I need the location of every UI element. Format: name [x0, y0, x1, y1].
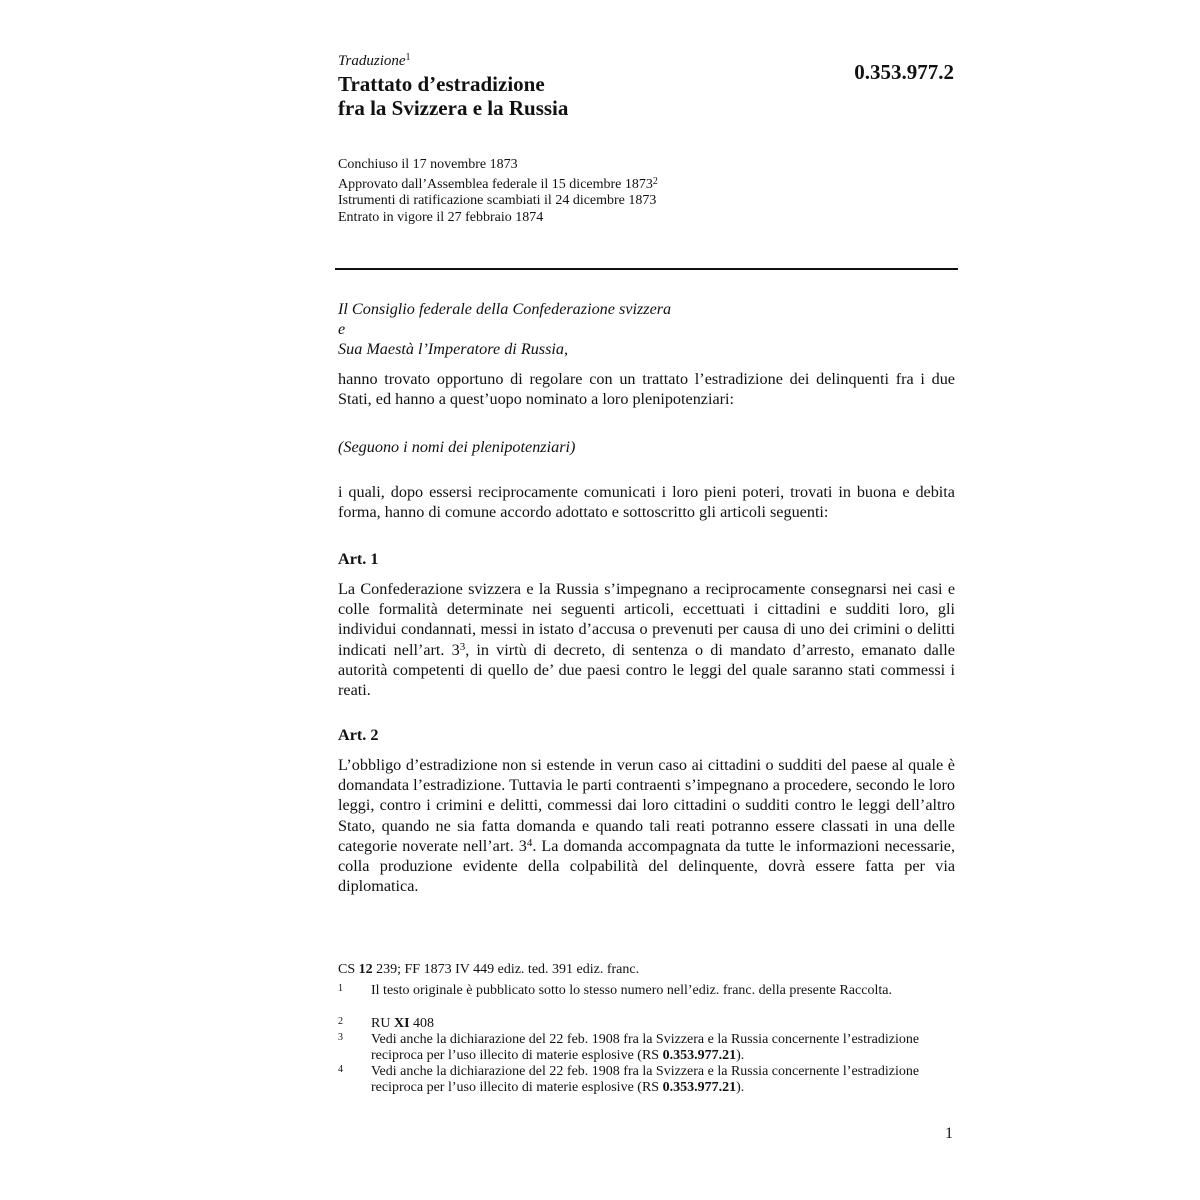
footnote-text: Vedi anche la dichiarazione del 22 feb. 1908 fra la Svizzera e la Russia concernente l’estradizione reciproca per l’uso illecito di materie esplosive (RS 0.353.977.21). [371, 1064, 920, 1095]
article-1-text: La Confederazione svizzera e la Russia s’impegnano a reciprocamente consegnarsi nei casi e colle formalità determinate nei seguenti articoli, eccettuati i cittadini e sudditi loro, gli individui condannati, messi in istato d’accusa o prevenuti per causa di uno dei crimini o delitti indicati nell’art. $3^3$, in virtù di decreto, di sentenza o di mandato d’arresto, emanato dalle autorità competenti di quello de’ due paesi contro le leggi del quale saranno stati commessi i reati. [338, 580, 955, 700]
title-line-1: Trattato d’estradizione [338, 72, 545, 96]
footnote-text: Vedi anche la dichiarazione del 22 feb. 1908 fra la Svizzera e la Russia concernente l’estradizione reciproca per l’uso illecito di materie esplosive (RS 0.353.977.21). [371, 1032, 920, 1063]
title-line-2: fra la Svizzera e la Russia [338, 96, 569, 120]
meta-concluded: Conchiuso il 17 novembre 1873 [338, 157, 518, 172]
footnote-number: 4 [338, 1064, 343, 1075]
meta-approved: Approvato dall’Assemblea federale il 15 dicembre 1873$^2$ [338, 175, 658, 192]
footnote-text: RU XI 408 [371, 1016, 435, 1031]
meta-ratification: Istrumenti di ratificazione scambiati il 24 dicembre 1873 [338, 193, 657, 208]
footnote-4 [338, 1064, 948, 1095]
article-2-text: L’obbligo d’estradizione non si estende in verun caso ai cittadini o sudditi del paese al quale è domandata l’estradizione. Tuttavia le parti contraenti s’impegnano a procedere, secondo le loro leggi, contro i crimini e delitti, commessi dai loro cittadini o sudditi contro le leggi dell’altro Stato, quando ne sia fatta domanda e quando tali reati potranno essere classati in una delle categorie noverate nell’art. $3^4$. La domanda accompagnata da tutte le informazioni necessarie, colla produzione evidente della colpabilità del delinquente, dovrà essere fatta per via diplomatica. [338, 756, 955, 896]
footnote-2 [338, 1016, 948, 1032]
footnote-text: Il testo originale è pubblicato sotto lo stesso numero nell’ediz. franc. della presente Raccolta. [371, 983, 892, 998]
source-reference: CS 12 239; FF 1873 IV 449 ediz. ted. 391 ediz. franc. [338, 962, 640, 977]
party-russia: Sua Maestà l’Imperatore di Russia, [338, 340, 569, 359]
article-1-heading: Art. 1 [338, 550, 379, 568]
footnote-ref-3: 3 [459, 640, 466, 653]
treaty-metadata [338, 157, 658, 226]
preamble-paragraph-2: i quali, dopo essersi reciprocamente comunicati i loro pieni poteri, trovati in buona e debita forma, hanno di comune accordo adottato e sottoscritto gli articoli seguenti: [338, 483, 955, 522]
preamble-parties [338, 299, 955, 360]
page-number: 1 [945, 1125, 953, 1142]
translation-label: Traduzione$^1$ [338, 52, 411, 69]
preamble-paragraph-1: hanno trovato opportuno di regolare con un trattato l’estradizione dei delinquenti fra i due Stati, ed hanno a quest’uopo nominato a loro plenipotenziari: [338, 370, 955, 409]
footnote-number: 2 [338, 1016, 343, 1027]
sr-number: 0.353.977.2 [854, 60, 954, 84]
footnote-ref-4: 4 [526, 836, 533, 849]
article-2-heading: Art. 2 [338, 726, 379, 744]
footnote-3 [338, 1032, 948, 1063]
plenipotentiaries-note: (Seguono i nomi dei plenipotenziari) [338, 438, 576, 456]
footnote-number: 3 [338, 1032, 343, 1043]
document-title [338, 72, 568, 120]
footnote-1 [338, 983, 948, 999]
footnote-ref-2: 2 [652, 175, 658, 187]
meta-in-force: Entrato in vigore il 27 febbraio 1874 [338, 209, 544, 225]
header-divider [335, 268, 958, 270]
footnote-number: 1 [338, 983, 343, 994]
party-switzerland: Il Consiglio federale della Confederazione svizzera [338, 300, 672, 318]
party-conjunction: e [338, 320, 346, 339]
footnote-ref-1: 1 [405, 52, 411, 63]
